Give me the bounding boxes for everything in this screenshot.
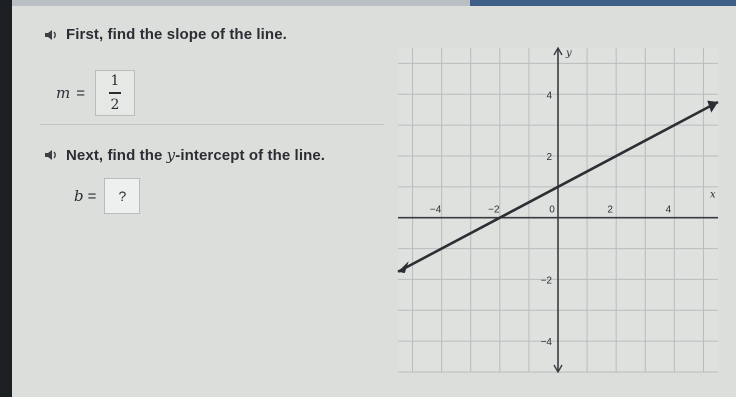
y-tick-label: 4 <box>546 90 552 102</box>
section-divider <box>40 124 384 125</box>
graph-container <box>390 40 726 385</box>
slope-variable: m <box>56 84 71 102</box>
intercept-answer-input[interactable] <box>104 178 140 214</box>
slope-answer-box[interactable] <box>95 70 135 116</box>
x-axis-label: x <box>710 189 716 201</box>
left-edge <box>0 0 12 397</box>
y-tick-label: −4 <box>540 337 552 349</box>
speaker-icon[interactable] <box>44 149 58 161</box>
x-tick-label: 0 <box>549 204 555 216</box>
x-tick-label: −2 <box>488 204 500 216</box>
coordinate-graph <box>390 40 726 380</box>
y-tick-label: 2 <box>546 152 552 163</box>
slope-answer-row <box>56 70 135 116</box>
slope-equals: = <box>76 84 85 102</box>
y-axis-label: y <box>566 48 572 59</box>
slope-numerator: 1 <box>110 73 120 90</box>
question2-text: Next, find the y-intercept of the line. <box>66 146 326 164</box>
x-tick-label: 2 <box>607 204 613 216</box>
intercept-placeholder: ? <box>118 188 127 204</box>
intercept-answer-row <box>74 178 140 214</box>
question1-prompt <box>44 26 287 43</box>
speaker-icon[interactable] <box>44 29 58 41</box>
fraction-bar <box>109 92 121 94</box>
intercept-equals: = <box>87 187 97 205</box>
x-tick-label: −4 <box>429 204 442 216</box>
slope-denominator: 2 <box>110 96 120 113</box>
question1-text: First, find the slope of the line. <box>66 26 287 43</box>
y-tick-label: −2 <box>540 275 552 287</box>
x-tick-label: 4 <box>665 204 672 216</box>
question2-prompt <box>44 146 325 164</box>
intercept-variable: b <box>74 187 84 205</box>
